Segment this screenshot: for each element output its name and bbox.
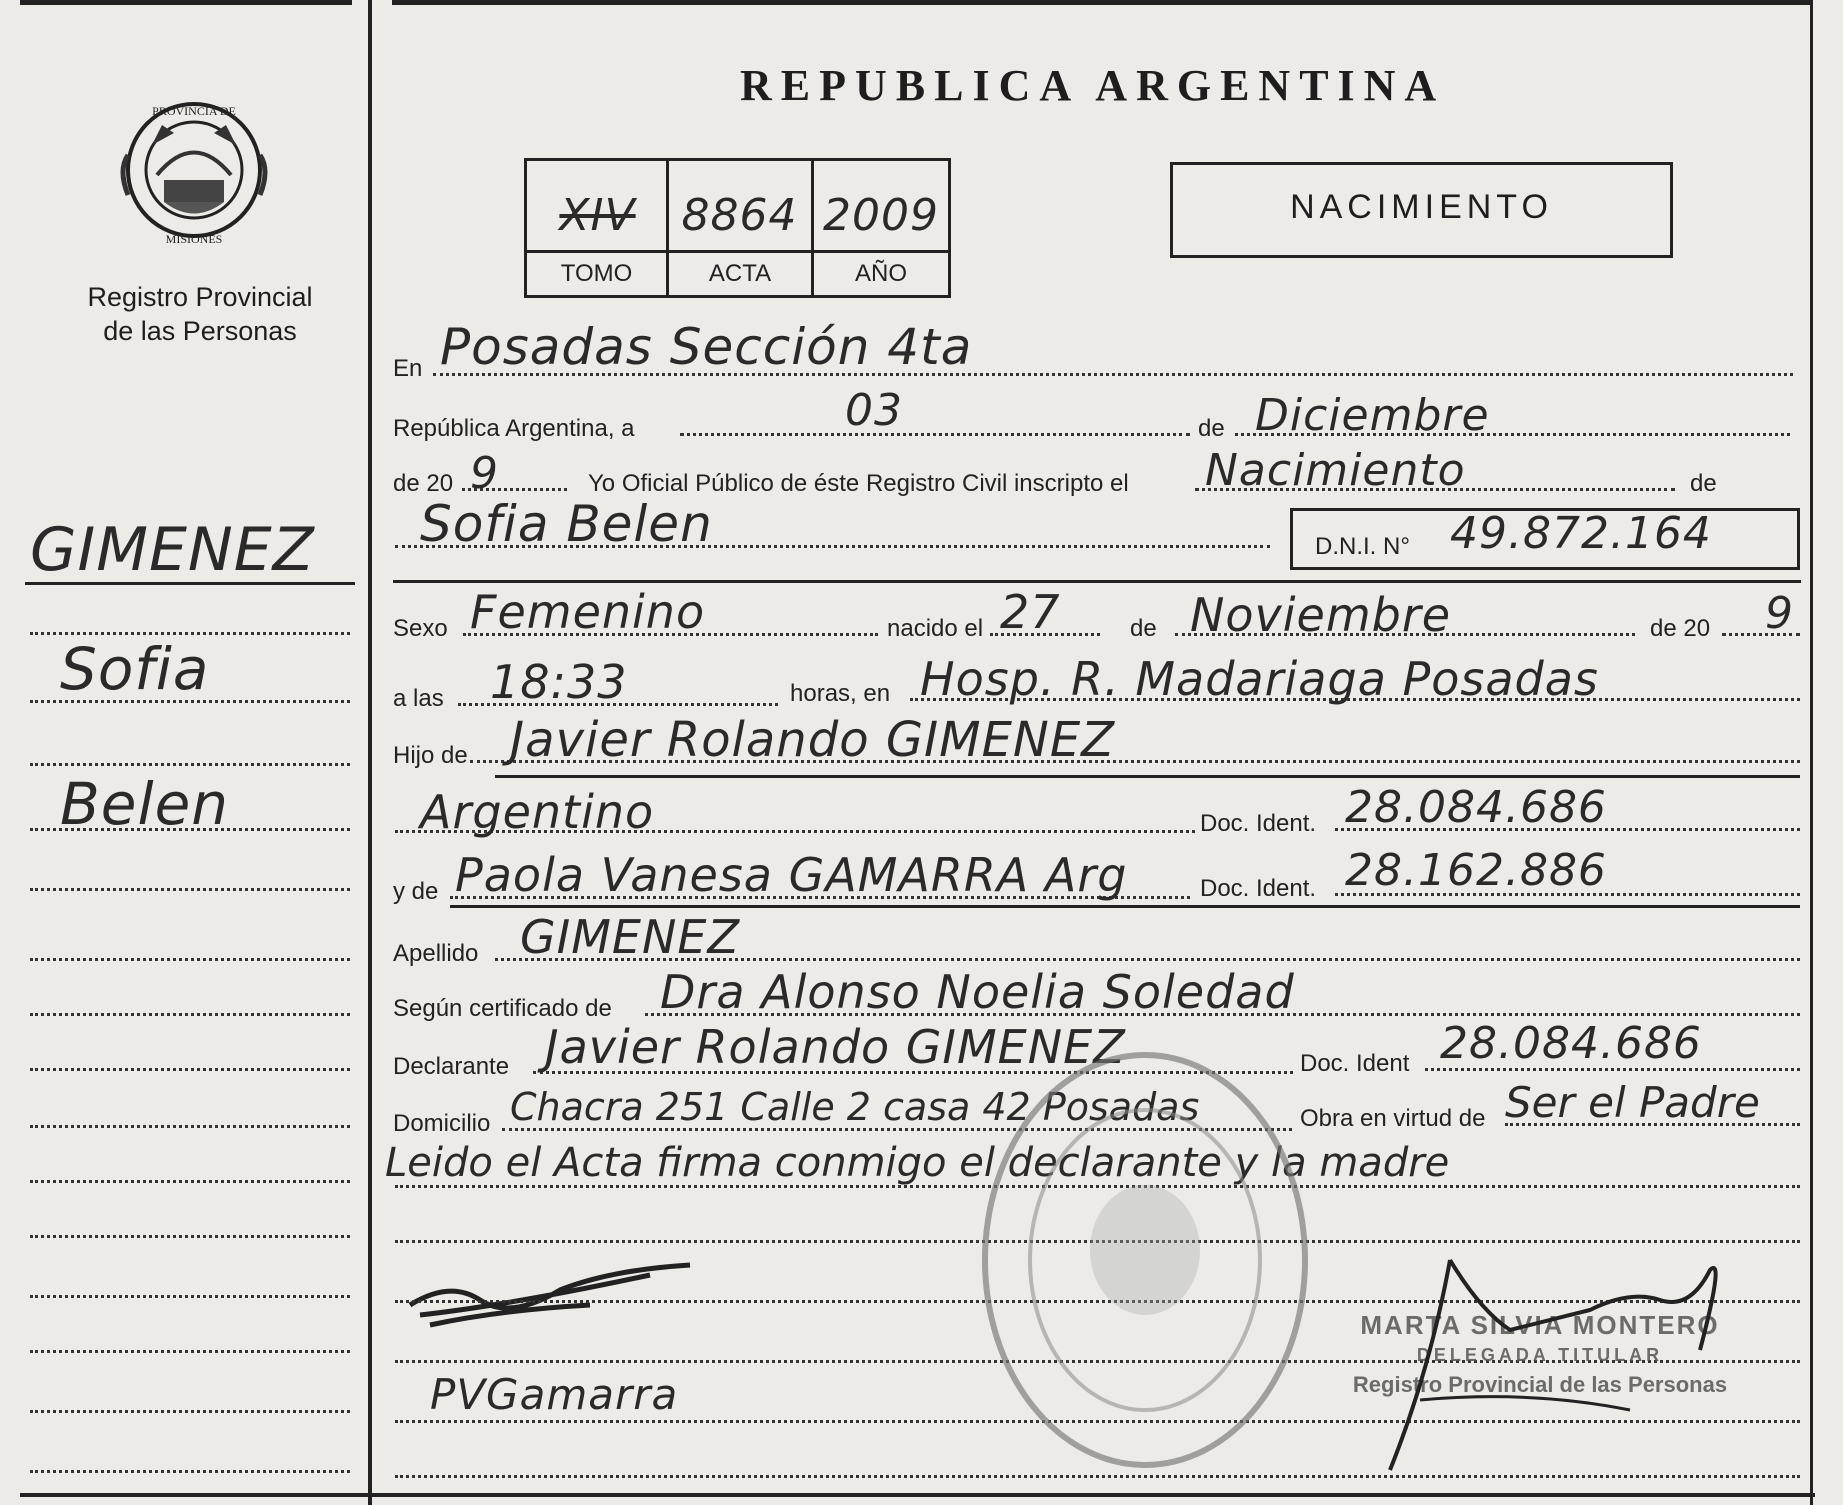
value-inscripto: Nacimiento [1205, 445, 1466, 496]
label-republica: República Argentina, a [393, 415, 635, 442]
line-dia [680, 433, 1190, 436]
value-hora: 18:33 [490, 655, 628, 709]
top-border-left [20, 0, 352, 5]
signature-declarante [390, 1250, 710, 1340]
value-lugar: Posadas Sección 4ta [440, 318, 973, 376]
label-apellido: Apellido [393, 940, 479, 967]
value-nac-dia: 27 [1000, 585, 1061, 639]
label-doc-ident2: Doc. Ident. [1200, 875, 1317, 902]
seal-bottom-text: MISIONES [165, 232, 223, 246]
top-border-right [392, 0, 1812, 5]
tomo-label: TOMO [560, 260, 633, 287]
signature-madre: PVGamarra [430, 1370, 679, 1419]
value-dia: 03 [845, 385, 903, 436]
side-dots-8 [30, 1068, 350, 1071]
label-nacido-el: nacido el [887, 615, 984, 642]
value-obra: Ser el Padre [1505, 1078, 1760, 1127]
value-declarante: Javier Rolando GIMENEZ [545, 1020, 1126, 1074]
label-y-de: y de [393, 878, 439, 905]
label-segun: Según certificado de [393, 995, 612, 1022]
label-yo-oficial: Yo Oficial Público de éste Registro Civil inscripto el [588, 470, 1129, 497]
seal-top-text: PROVINCIA DE [152, 104, 236, 118]
value-mes: Diciembre [1255, 390, 1490, 441]
section-rule-1 [393, 580, 1801, 583]
value-nac-mes: Noviembre [1190, 588, 1452, 642]
side-dots-12 [30, 1295, 350, 1298]
side-dots-3 [30, 763, 350, 766]
label-domicilio: Domicilio [393, 1110, 491, 1137]
value-domicilio: Chacra 251 Calle 2 casa 42 Posadas [510, 1085, 1200, 1129]
label-de-20: de 20 [393, 470, 454, 497]
value-lugar-nac: Hosp. R. Madariaga Posadas [920, 652, 1599, 706]
value-madre: Paola Vanesa GAMARRA Arg [455, 848, 1128, 902]
value-declarante-doc: 28.084.686 [1440, 1018, 1702, 1069]
label-doc-ident3: Doc. Ident [1300, 1050, 1410, 1077]
value-nac-anio: 9 [1765, 588, 1794, 639]
label-hijo-de: Hijo de [393, 742, 468, 769]
value-padre-doc: 28.084.686 [1345, 782, 1607, 833]
anio-value: 2009 [823, 190, 939, 241]
label-de: de [1198, 415, 1225, 442]
side-name-1: Sofia [60, 635, 210, 703]
bottom-border [20, 1493, 1815, 1497]
rule-madre [450, 905, 1800, 908]
side-dots-5 [30, 888, 350, 891]
label-de3: de [1130, 615, 1157, 642]
country-title: REPUBLICA ARGENTINA [740, 61, 1446, 110]
label-horas-en: horas, en [790, 680, 891, 707]
value-sexo: Femenino [470, 585, 706, 639]
label-doc-ident1: Doc. Ident. [1200, 810, 1317, 837]
anio-label: AÑO [854, 260, 907, 287]
official-oval-stamp [975, 1045, 1315, 1475]
right-border [1810, 0, 1813, 1505]
label-obra: Obra en virtud de [1300, 1105, 1486, 1132]
signature-official [1330, 1250, 1760, 1480]
value-nota: Leido el Acta firma conmigo el declarante y la madre [385, 1140, 1450, 1186]
side-rule-1 [25, 582, 355, 585]
acta-value: 8864 [681, 190, 798, 241]
side-name-2: Belen [60, 770, 230, 838]
side-dots-14 [30, 1410, 350, 1413]
label-a-las: a las [393, 685, 444, 712]
label-de-20b: de 20 [1650, 615, 1711, 642]
stamp-line1: MARTA SILVIA MONTERO [1360, 1310, 1720, 1340]
side-dots-2 [30, 700, 350, 703]
side-dots-6 [30, 958, 350, 961]
label-en: En [393, 355, 423, 382]
side-dots-13 [30, 1350, 350, 1353]
value-padre: Javier Rolando GIMENEZ [510, 712, 1116, 768]
label-dni: D.N.I. N° [1315, 533, 1410, 560]
side-dots-10 [30, 1180, 350, 1183]
side-dots-4 [30, 828, 350, 831]
side-dots-7 [30, 1013, 350, 1016]
stamp-line2: DELEGADA TITULAR [1416, 1345, 1664, 1365]
value-certificado: Dra Alonso Noelia Soledad [660, 965, 1295, 1019]
provincial-seal [112, 85, 276, 255]
side-dots-9 [30, 1125, 350, 1128]
value-apellido: GIMENEZ [520, 910, 740, 964]
side-dots-11 [30, 1235, 350, 1238]
reference-divider [524, 250, 951, 253]
doc-type: NACIMIENTO [1290, 188, 1553, 226]
side-surname: GIMENEZ [30, 515, 315, 585]
stamp-line3: Registro Provincial de las Personas [1352, 1372, 1728, 1397]
registry-line2: de las Personas [103, 316, 297, 346]
registry-title [40, 280, 360, 348]
label-de2: de [1690, 470, 1717, 497]
acta-label: ACTA [708, 260, 772, 287]
value-nombre: Sofia Belen [420, 495, 713, 553]
value-anio: 9 [470, 448, 499, 499]
value-padre-nac: Argentino [420, 785, 655, 839]
side-dots-15 [30, 1470, 350, 1473]
vertical-divider [368, 0, 372, 1505]
value-madre-doc: 28.162.886 [1345, 845, 1607, 896]
label-declarante: Declarante [393, 1053, 510, 1080]
value-dni: 49.872.164 [1450, 508, 1712, 559]
registry-line1: Registro Provincial [87, 282, 313, 312]
tomo-value: XIV [559, 190, 636, 241]
rule-padre [495, 775, 1800, 778]
label-sexo: Sexo [393, 615, 448, 642]
